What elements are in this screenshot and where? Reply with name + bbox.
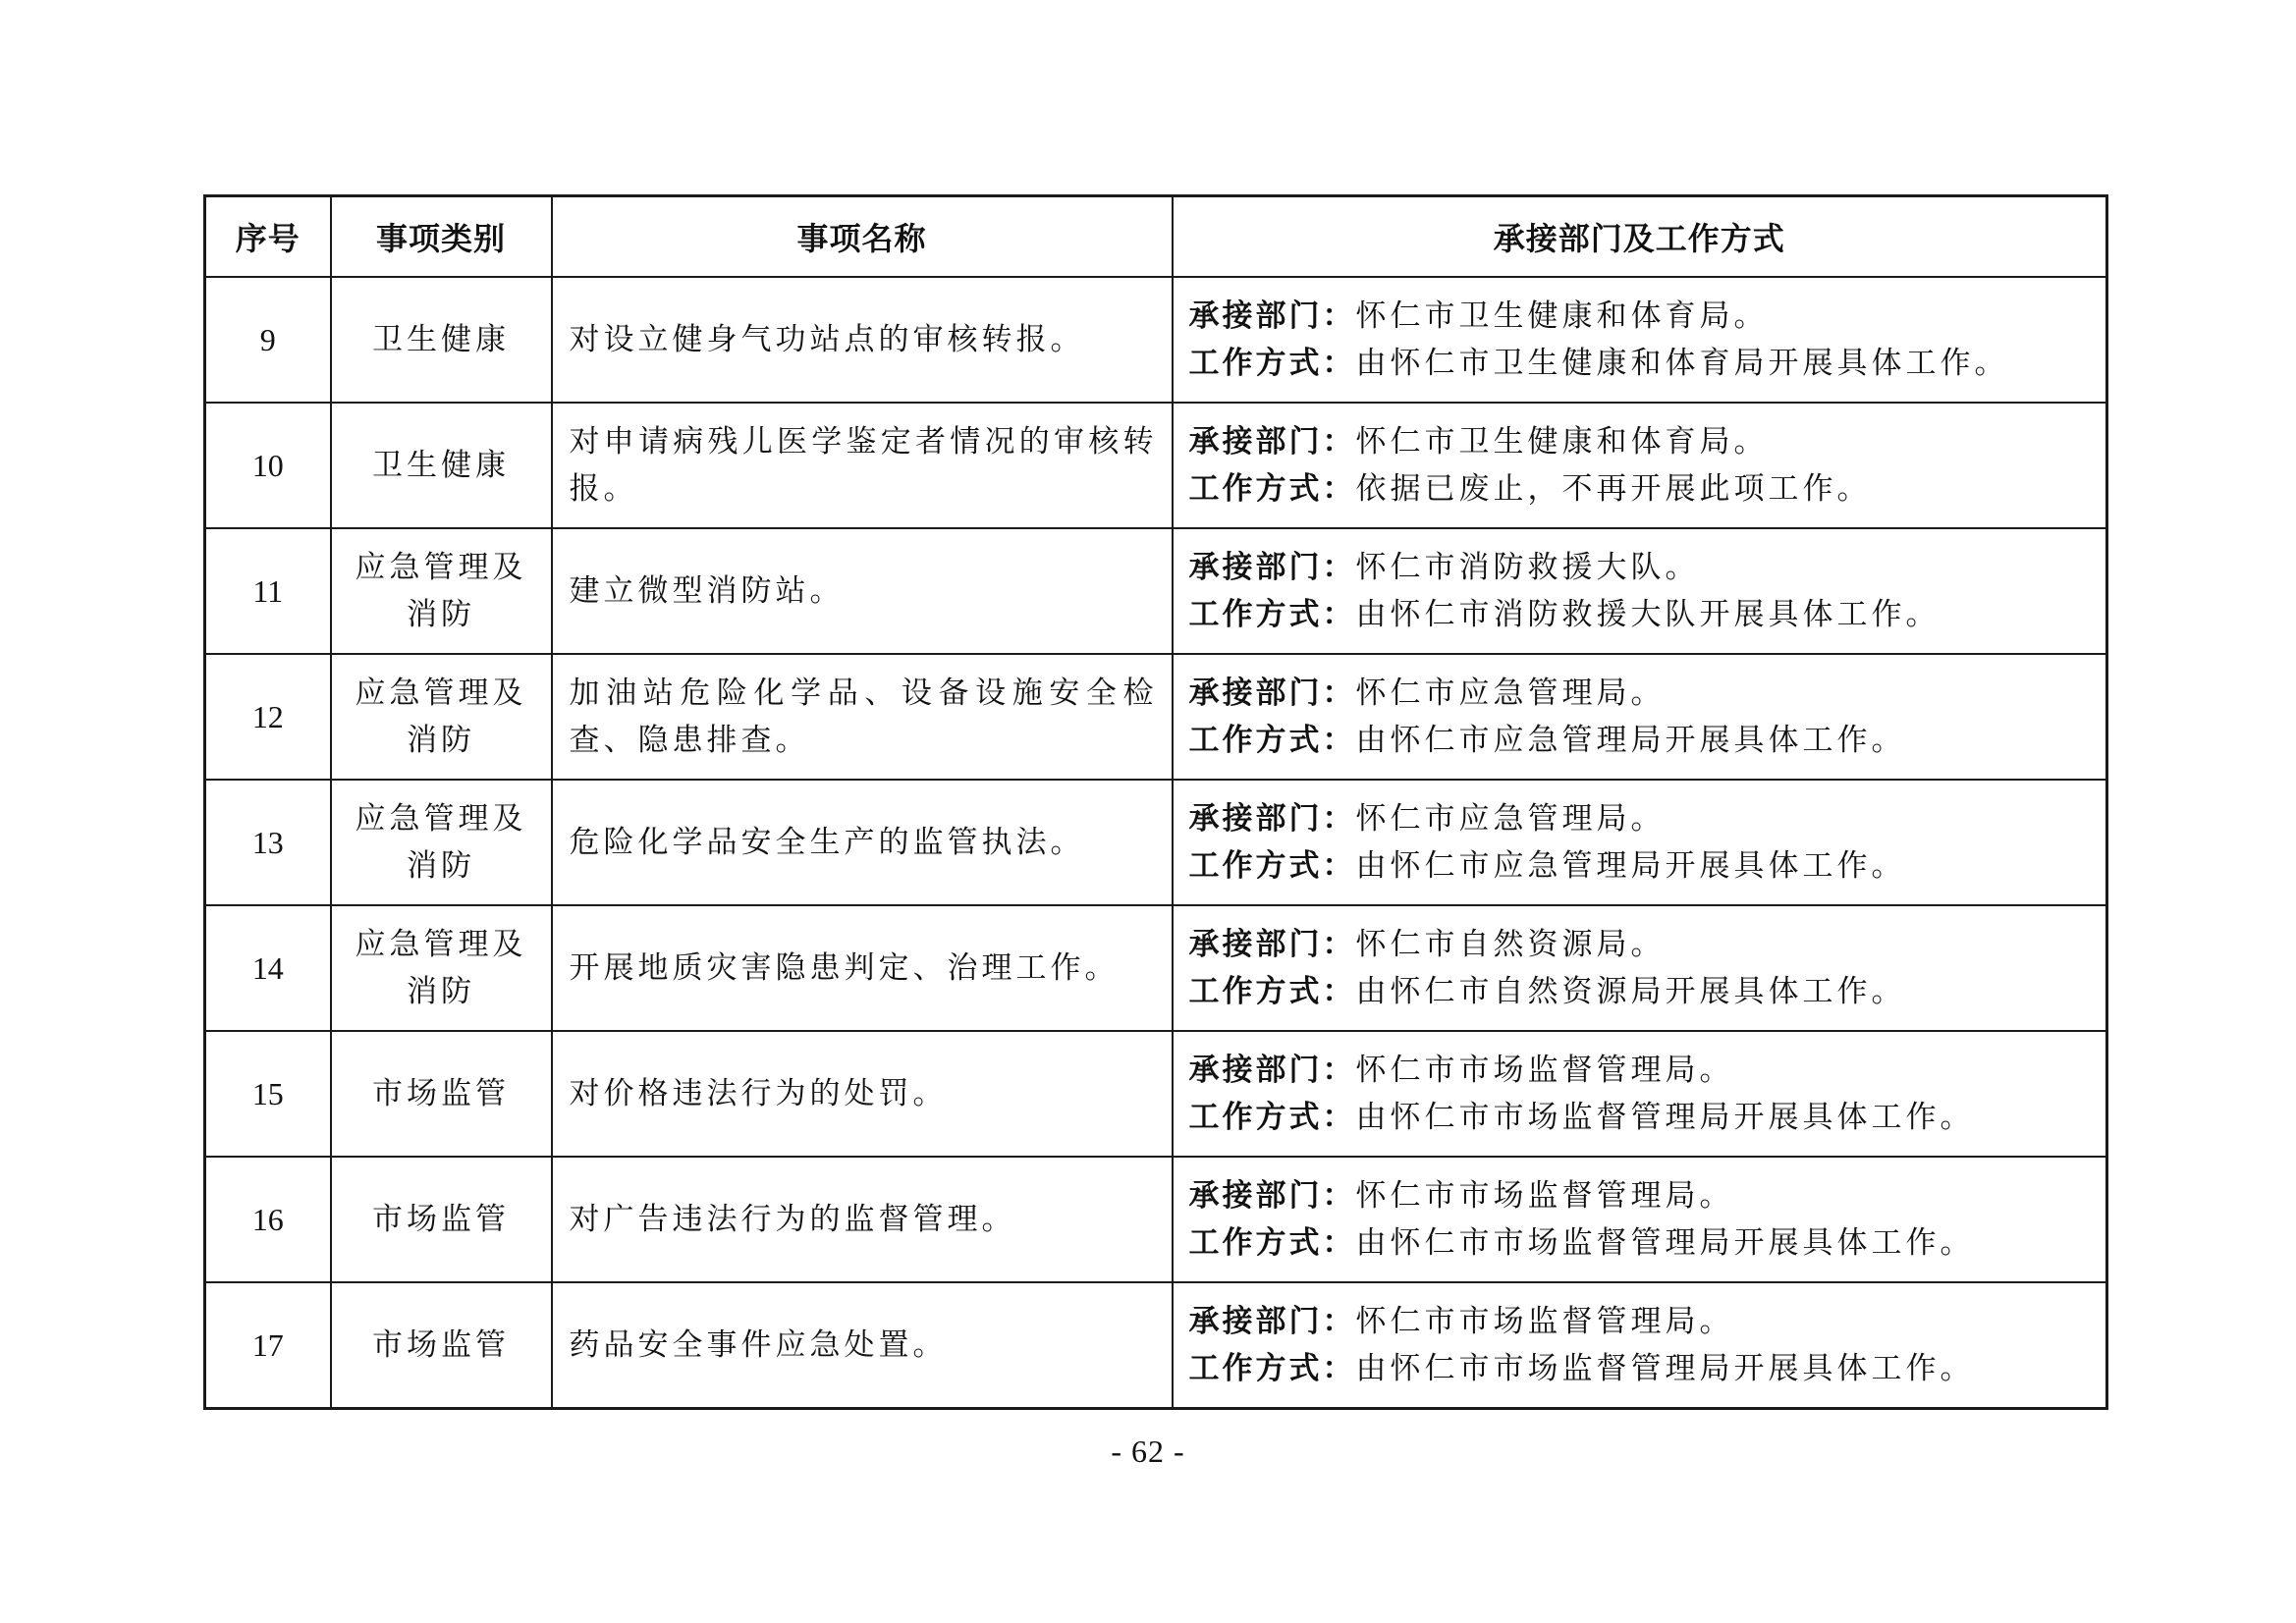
dept-label: 承接部门： [1188, 676, 1356, 711]
method-label: 工作方式： [1188, 723, 1356, 758]
dept-label: 承接部门： [1188, 927, 1356, 962]
row-matter-name: 药品安全事件应急处置。 [552, 1282, 1173, 1409]
method-line [1189, 465, 2097, 513]
row-number: 12 [205, 654, 331, 780]
row-dept-method [1173, 528, 2107, 654]
row-category: 市场监管 [331, 1282, 552, 1409]
dept-label: 承接部门： [1188, 1304, 1356, 1339]
method-value: 由怀仁市应急管理局开展具体工作。 [1355, 848, 1906, 884]
row-number: 17 [205, 1282, 331, 1409]
dept-value: 怀仁市市场监督管理局。 [1355, 1304, 1734, 1339]
row-number: 16 [205, 1157, 331, 1282]
dept-label: 承接部门： [1188, 1053, 1356, 1088]
row-number: 13 [205, 780, 331, 905]
method-line [1189, 717, 2097, 764]
method-line [1189, 968, 2097, 1015]
dept-value: 怀仁市市场监督管理局。 [1355, 1053, 1734, 1088]
method-label: 工作方式： [1188, 597, 1356, 632]
row-matter-name: 开展地质灾害隐患判定、治理工作。 [552, 905, 1173, 1031]
method-label: 工作方式： [1188, 1225, 1356, 1261]
table-row [205, 403, 2107, 528]
header-name: 事项名称 [552, 196, 1173, 278]
row-dept-method [1173, 905, 2107, 1031]
dept-line [1189, 544, 2097, 591]
method-value: 依据已废止，不再开展此项工作。 [1355, 471, 1872, 507]
row-number: 15 [205, 1031, 331, 1157]
dept-line [1189, 418, 2097, 465]
table-row [205, 654, 2107, 780]
method-line [1189, 340, 2097, 387]
table-row [205, 528, 2107, 654]
dept-value: 怀仁市自然资源局。 [1355, 927, 1666, 962]
method-label: 工作方式： [1188, 1100, 1356, 1135]
row-matter-name: 对广告违法行为的监督管理。 [552, 1157, 1173, 1282]
dept-value: 怀仁市卫生健康和体育局。 [1355, 424, 1769, 460]
matters-table [203, 194, 2108, 1410]
method-value: 由怀仁市卫生健康和体育局开展具体工作。 [1355, 346, 2009, 381]
row-dept-method [1173, 1031, 2107, 1157]
method-line [1189, 1219, 2097, 1267]
method-label: 工作方式： [1188, 346, 1356, 381]
page-number: - 62 - [1111, 1434, 1185, 1469]
table-row [205, 780, 2107, 905]
table-row [205, 277, 2107, 403]
row-category: 应急管理及消防 [331, 528, 552, 654]
row-dept-method [1173, 1282, 2107, 1409]
method-value: 由怀仁市自然资源局开展具体工作。 [1355, 974, 1906, 1009]
row-dept-method [1173, 277, 2107, 403]
method-value: 由怀仁市市场监督管理局开展具体工作。 [1355, 1351, 1975, 1386]
row-dept-method [1173, 403, 2107, 528]
dept-line [1189, 1047, 2097, 1094]
dept-label: 承接部门： [1188, 424, 1356, 460]
row-number: 9 [205, 277, 331, 403]
row-number: 11 [205, 528, 331, 654]
row-matter-name: 对价格违法行为的处罚。 [552, 1031, 1173, 1157]
row-dept-method [1173, 780, 2107, 905]
table-row [205, 905, 2107, 1031]
dept-value: 怀仁市卫生健康和体育局。 [1355, 298, 1769, 334]
method-value: 由怀仁市市场监督管理局开展具体工作。 [1355, 1225, 1975, 1261]
row-category: 应急管理及消防 [331, 654, 552, 780]
method-value: 由怀仁市市场监督管理局开展具体工作。 [1355, 1100, 1975, 1135]
header-dept: 承接部门及工作方式 [1173, 196, 2107, 278]
dept-value: 怀仁市消防救援大队。 [1355, 550, 1700, 585]
table-row [205, 1157, 2107, 1282]
dept-line [1189, 1172, 2097, 1219]
row-dept-method [1173, 1157, 2107, 1282]
row-matter-name: 对设立健身气功站点的审核转报。 [552, 277, 1173, 403]
table-body [205, 277, 2107, 1409]
dept-line [1189, 293, 2097, 340]
row-category: 卫生健康 [331, 277, 552, 403]
row-category: 市场监管 [331, 1157, 552, 1282]
method-value: 由怀仁市应急管理局开展具体工作。 [1355, 723, 1906, 758]
dept-value: 怀仁市应急管理局。 [1355, 676, 1666, 711]
row-category: 卫生健康 [331, 403, 552, 528]
header-no: 序号 [205, 196, 331, 278]
method-label: 工作方式： [1188, 471, 1356, 507]
method-value: 由怀仁市消防救援大队开展具体工作。 [1355, 597, 1941, 632]
dept-label: 承接部门： [1188, 1178, 1356, 1214]
method-label: 工作方式： [1188, 1351, 1356, 1386]
row-number: 10 [205, 403, 331, 528]
method-line [1189, 591, 2097, 638]
row-category: 应急管理及消防 [331, 905, 552, 1031]
dept-label: 承接部门： [1188, 298, 1356, 334]
row-matter-name: 对申请病残儿医学鉴定者情况的审核转报。 [552, 403, 1173, 528]
method-label: 工作方式： [1188, 974, 1356, 1009]
row-category: 市场监管 [331, 1031, 552, 1157]
header-category: 事项类别 [331, 196, 552, 278]
row-dept-method [1173, 654, 2107, 780]
dept-line [1189, 1298, 2097, 1345]
dept-label: 承接部门： [1188, 550, 1356, 585]
dept-line [1189, 921, 2097, 968]
row-category: 应急管理及消防 [331, 780, 552, 905]
table-row [205, 1031, 2107, 1157]
table-row [205, 1282, 2107, 1409]
row-matter-name: 建立微型消防站。 [552, 528, 1173, 654]
method-line [1189, 1345, 2097, 1392]
dept-line [1189, 795, 2097, 842]
dept-label: 承接部门： [1188, 801, 1356, 837]
table-header-row [205, 196, 2107, 278]
method-line [1189, 842, 2097, 890]
row-number: 14 [205, 905, 331, 1031]
dept-value: 怀仁市市场监督管理局。 [1355, 1178, 1734, 1214]
dept-value: 怀仁市应急管理局。 [1355, 801, 1666, 837]
dept-line [1189, 670, 2097, 717]
method-label: 工作方式： [1188, 848, 1356, 884]
method-line [1189, 1094, 2097, 1141]
row-matter-name: 危险化学品安全生产的监管执法。 [552, 780, 1173, 905]
row-matter-name: 加油站危险化学品、设备设施安全检查、隐患排查。 [552, 654, 1173, 780]
